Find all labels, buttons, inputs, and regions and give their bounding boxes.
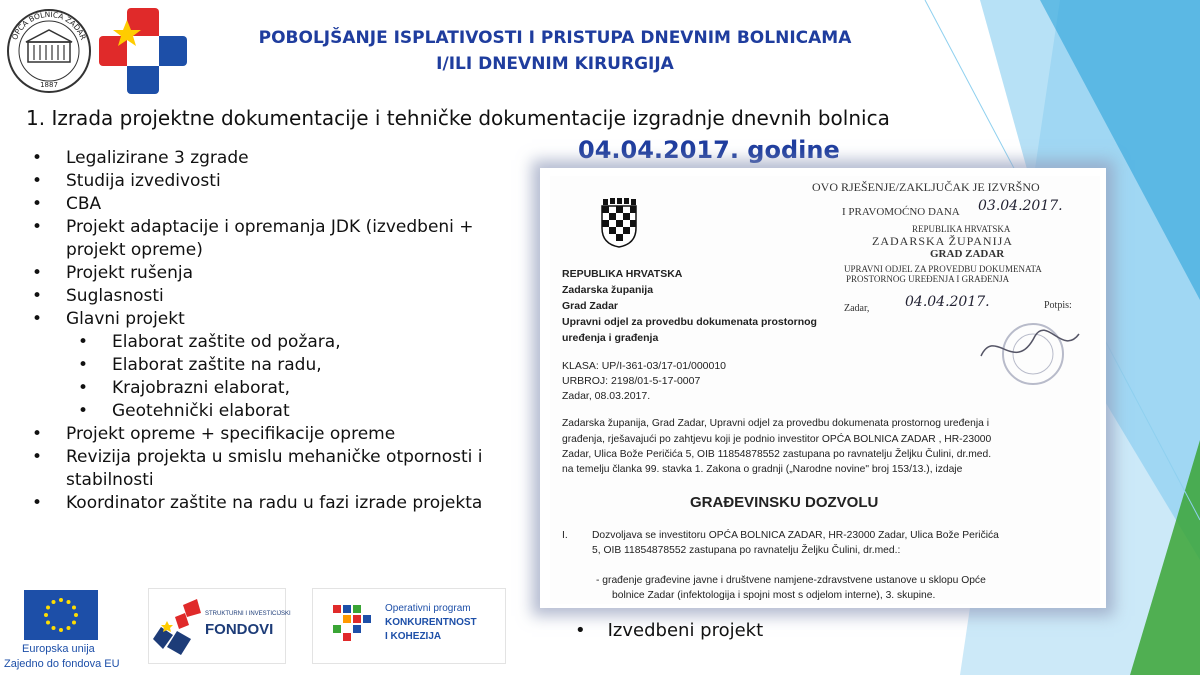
stamp-line: UPRAVNI ODJEL ZA PROVEDBU DOKUMENATA: [844, 264, 1042, 274]
eu-caption-line2: Zajedno do fondova EU: [4, 658, 120, 670]
list-item: • Projekt rušenja: [32, 263, 194, 283]
op-konkurentnost-logo: [312, 588, 506, 664]
sub-list-item: • Krajobrazni elaborat,: [78, 378, 290, 398]
list-item: • Revizija projekta u smislu mehaničke otpornosti i: [32, 447, 483, 467]
eu-star-icon: [67, 626, 71, 630]
eu-star-icon: [72, 606, 76, 610]
doc-sub-item-line: bolnice Zadar (infektologija i spojni most s odjelom interne), 3. skupine.: [612, 590, 936, 601]
coat-of-arms-icon: [600, 198, 638, 248]
doc-item-line: Dozvoljava se investitoru OPĆA BOLNICA ZADAR, HR-23000 Zadar, Ulica Bože Peričića: [592, 530, 999, 541]
doc-paragraph-line: građenja, rješavajući po zahtjevu koji je podnio investitor OPĆA BOLNICA ZADAR , HR-23000: [562, 434, 992, 445]
stamp-handwritten-date: 03.04.2017.: [978, 198, 1063, 214]
slide-title-line-2: I/ILI DNEVNIM KIRURGIJA: [436, 54, 674, 74]
doc-paragraph-line: na temelju članka 99. stavka 1. Zakona o gradnji („Narodne novine" broj 153/13.), izdaje: [562, 464, 963, 475]
eu-star-icon: [59, 628, 63, 632]
fondovi-cubes-icon: [153, 595, 203, 657]
eu-caption-line1: Europska unija: [22, 643, 95, 655]
bullet-list: [30, 147, 530, 515]
op-caption-line3: I KOHEZIJA: [385, 631, 442, 642]
bottom-bullet-item: • Izvedbeni projekt: [575, 620, 764, 641]
list-item: • Koordinator zaštite na radu u fazi izrade projekta: [32, 493, 483, 513]
eu-star-icon: [74, 613, 78, 617]
stamp-handwritten-date: 04.04.2017.: [905, 294, 990, 310]
doc-org-line: Zadarska županija: [562, 284, 654, 296]
stamp-line: PROSTORNOG UREĐENJA I GRAĐENJA: [846, 274, 1010, 284]
doc-item-line: 5, OIB 11854878552 zastupana po ravnatelju Željku Čulini, dr.med.:: [592, 545, 901, 556]
sub-list-item: • Elaborat zaštite na radu,: [78, 355, 322, 375]
list-item: • Studija izvedivosti: [32, 171, 221, 191]
eu-star-icon: [52, 600, 56, 604]
doc-org-line: uređenja i građenja: [562, 332, 659, 344]
doc-date: Zadar, 08.03.2017.: [562, 390, 651, 402]
eu-star-icon: [46, 621, 50, 625]
op-caption-line2: KONKURENTNOST: [385, 617, 477, 628]
list-item-continuation: projekt opreme): [66, 240, 203, 260]
hospital-logo-year: 1887: [40, 81, 58, 89]
doc-title: GRAĐEVINSKU DOZVOLU: [690, 494, 879, 511]
list-item: • Projekt opreme + specifikacije opreme: [32, 424, 396, 444]
eu-star-icon: [52, 626, 56, 630]
stamp-line: REPUBLIKA HRVATSKA: [912, 224, 1011, 234]
list-item: • Legalizirane 3 zgrade: [32, 148, 249, 168]
list-item: • Suglasnosti: [32, 286, 164, 306]
doc-item-number: I.: [562, 530, 568, 541]
hospital-logo: [6, 8, 92, 94]
stamp-line: OVO RJEŠENJE/ZAKLJUČAK JE IZVRŠNO: [812, 180, 1040, 194]
doc-paragraph-line: Zadar, Ulica Bože Peričića 5, OIB 11854878552 zastupana po ravnatelju Željku Čulini, dr.med.: [562, 449, 992, 460]
stamp-line: ZADARSKA ŽUPANIJA: [872, 234, 1013, 248]
op-squares-icon: [333, 605, 373, 641]
permit-date: 04.04.2017. godine: [578, 136, 840, 164]
slide-title-line-1: POBOLJŠANJE ISPLATIVOSTI I PRISTUPA DNEVNIM BOLNICAMA: [258, 28, 852, 48]
fondovi-small-text: STRUKTURNI I INVESTICIJSKI: [205, 611, 291, 617]
medical-cross-logo: [97, 6, 189, 96]
stamp-line: GRAD ZADAR: [930, 248, 1005, 260]
fondovi-logo: [148, 588, 291, 664]
list-item: • CBA: [32, 194, 102, 214]
sub-list-item: • Elaborat zaštite od požara,: [78, 332, 341, 352]
hospital-logo-text: OPĆA BOLNICA ZADAR: [10, 9, 88, 42]
list-item-continuation: stabilnosti: [66, 470, 154, 490]
list-item: • Glavni projekt: [32, 309, 185, 329]
doc-urbroj: URBROJ: 2198/01-5-17-0007: [562, 375, 701, 387]
eu-star-icon: [44, 613, 48, 617]
doc-sub-item-line: - građenje građevine javne i društvene namjene-zdravstvene ustanove u sklopu Opće: [596, 575, 986, 586]
stamp-line: I PRAVOMOĆNO DANA: [842, 206, 960, 218]
section-heading: 1. Izrada projektne dokumentacije i tehničke dokumentacije izgradnje dnevnih bolnica: [26, 106, 890, 130]
doc-paragraph-line: Zadarska županija, Grad Zadar, Upravni odjel za provedbu dokumenata prostornog uređenja i: [562, 418, 990, 429]
round-seal-icon: [975, 316, 1085, 386]
list-item: • Projekt adaptacije i opremanja JDK (izvedbeni +: [32, 217, 474, 237]
stamp-line: Zadar,: [844, 303, 870, 314]
eu-star-icon: [67, 600, 71, 604]
eu-star-icon: [46, 606, 50, 610]
eu-flag-icon: [24, 590, 98, 640]
stamp-line: Potpis:: [1044, 300, 1072, 311]
doc-klasa: KLASA: UP/I-361-03/17-01/000010: [562, 360, 727, 372]
building-permit-scan: [550, 176, 1100, 604]
sub-list-item: • Geotehnički elaborat: [78, 401, 290, 421]
doc-org-line: REPUBLIKA HRVATSKA: [562, 268, 683, 280]
doc-org-line: Grad Zadar: [562, 300, 619, 312]
doc-org-line: Upravni odjel za provedbu dokumenata prostornog: [562, 316, 817, 328]
fondovi-big-text: FONDOVI: [205, 621, 274, 638]
op-caption-line1: Operativni program: [385, 603, 471, 614]
eu-star-icon: [72, 621, 76, 625]
eu-star-icon: [59, 598, 63, 602]
